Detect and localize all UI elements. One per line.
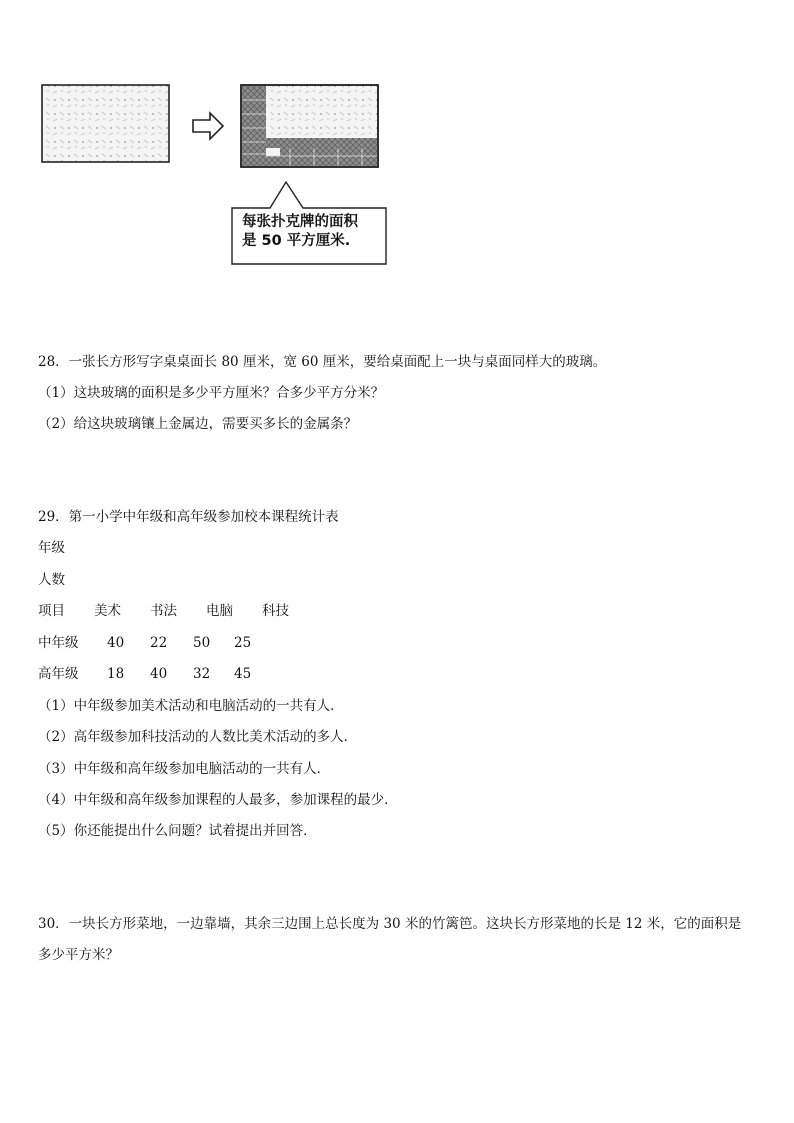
q29-header-grade: 年级: [38, 540, 65, 556]
q28-stem: 28．一张长方形写字桌桌面长 80 厘米，宽 60 厘米，要给桌面配上一块与桌面同样大的玻璃。: [38, 354, 607, 370]
q29-stem: 29．第一小学中年级和高年级参加校本课程统计表: [38, 509, 339, 525]
table-cell: 45: [234, 666, 252, 682]
table-cell: 40: [150, 666, 168, 682]
q28-sub1: （1）这块玻璃的面积是多少平方厘米？合多少平方分米？: [38, 385, 385, 401]
speech-bubble-text: [232, 207, 386, 263]
speech-line-1: 每张扑克牌的面积: [242, 214, 358, 230]
desk-top-with-cards: [241, 85, 378, 167]
speech-line-2: 是 50 平方厘米.: [242, 233, 351, 249]
right-arrow-icon: [193, 113, 223, 139]
table-row-label: 中年级: [38, 635, 79, 651]
table-cell: 50: [193, 635, 211, 651]
q29-sub2: （2）高年级参加科技活动的人数比美术活动的多人．: [38, 729, 358, 745]
table-cell: 18: [107, 666, 125, 682]
table-cell: 25: [234, 635, 252, 651]
q29-sub5: （5）你还能提出什么问题？试着提出并回答．: [38, 823, 317, 839]
q30-line1: 30．一块长方形菜地，一边靠墙，其余三边围上总长度为 30 米的竹篱笆。这块长方形菜地的长是 12 米，它的面积是: [38, 916, 742, 932]
q29-sub4: （4）中年级和高年级参加课程的人最多，参加课程的最少．: [38, 792, 398, 808]
q28-sub2: （2）给这块玻璃镶上金属边，需要买多长的金属条？: [38, 416, 358, 432]
table-header-cell: 科技: [262, 603, 289, 619]
table-header-cell: 书法: [150, 603, 177, 619]
table-cell: 40: [107, 635, 125, 651]
table-cell: 22: [150, 635, 168, 651]
q29-sub1: （1）中年级参加美术活动和电脑活动的一共有人．: [38, 698, 344, 714]
table-header-cell: 美术: [94, 603, 121, 619]
q30-line2: 多少平方米？: [38, 947, 119, 963]
desk-top-before: [42, 85, 169, 162]
table-cell: 32: [193, 666, 211, 682]
table-header-cell: 电脑: [206, 603, 233, 619]
table-header-cell: 项目: [38, 603, 65, 619]
q29-sub3: （3）中年级和高年级参加电脑活动的一共有人．: [38, 761, 331, 777]
table-row-label: 高年级: [38, 666, 79, 682]
q29-header-people: 人数: [38, 572, 65, 588]
